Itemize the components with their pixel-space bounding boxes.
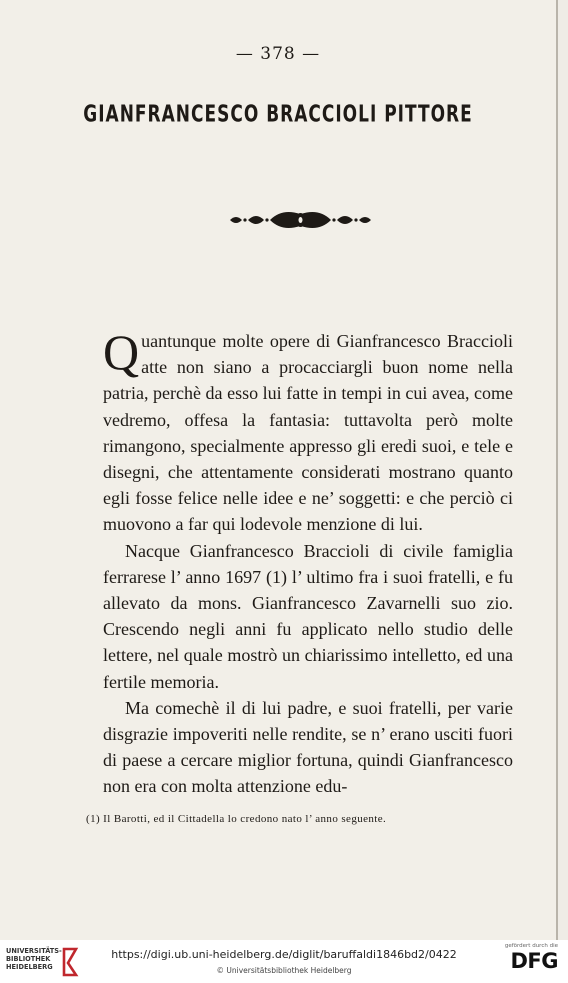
dfg-wordmark: DFG [510,949,558,973]
ornament-icon [228,210,373,230]
page-number: — 378 — [235,44,321,64]
dfg-logo[interactable] [496,943,558,973]
body-text [103,324,513,800]
paragraph-3: Ma comechè il di lui padre, e suoi fratelli, per varie disgrazie impoveriti nelle rendite, se n’ erano usciti fuori di paese a cercare miglior fortuna, quindi Gianfrancesco non era con molta attenzione edu- [103,697,513,797]
viewer-footer [0,940,568,983]
funded-by-text: gefördert durch die [504,943,558,949]
permalink-url[interactable]: https://digi.ub.uni-heidelberg.de/diglit/baruffaldi1846bd2/0422 [111,948,457,961]
library-name: UNIVERSITÄTS- BIBLIOTHEK HEIDELBERG [6,947,62,971]
paragraph-1 [103,324,513,538]
drop-cap: Q [103,324,140,380]
paragraph-1-text: uantunque molte opere di Gianfrancesco Braccioli atte non siano a procacciargli buon nome nella patria, perchè da esso lui fatte in tempi in cui avea, come vedremo, offesa la fantasia: tuttavolta però molte rimangono, specialmente appresso gli eredi suoi, e tele e disegni, che attentamente considerati mostrano quanto egli fosse felice nelle idee e ne’ soggetti: e che perciò ci muovono a far qui lodevole menzione di lui. [103,331,513,535]
footnote: (1) Il Barotti, ed il Cittadella lo credono nato l’ anno seguente. [86,813,387,825]
copyright-text: © Universitätsbibliothek Heidelberg [216,966,352,975]
chapter-title: GIANFRANCESCO BRACCIOLI PITTORE [83,101,473,128]
paragraph-2: Nacque Gianfrancesco Braccioli di civile famiglia ferrarese l’ anno 1697 (1) l’ ultimo fra i suoi fratelli, e fu allevato da mons. Gianfrancesco Zavarnelli suo zio. Crescendo negli anni fu applicato nello studio delle lettere, nel quale mostrò un chiarissimo intelletto, ed una fertile memoria. [103,540,513,692]
